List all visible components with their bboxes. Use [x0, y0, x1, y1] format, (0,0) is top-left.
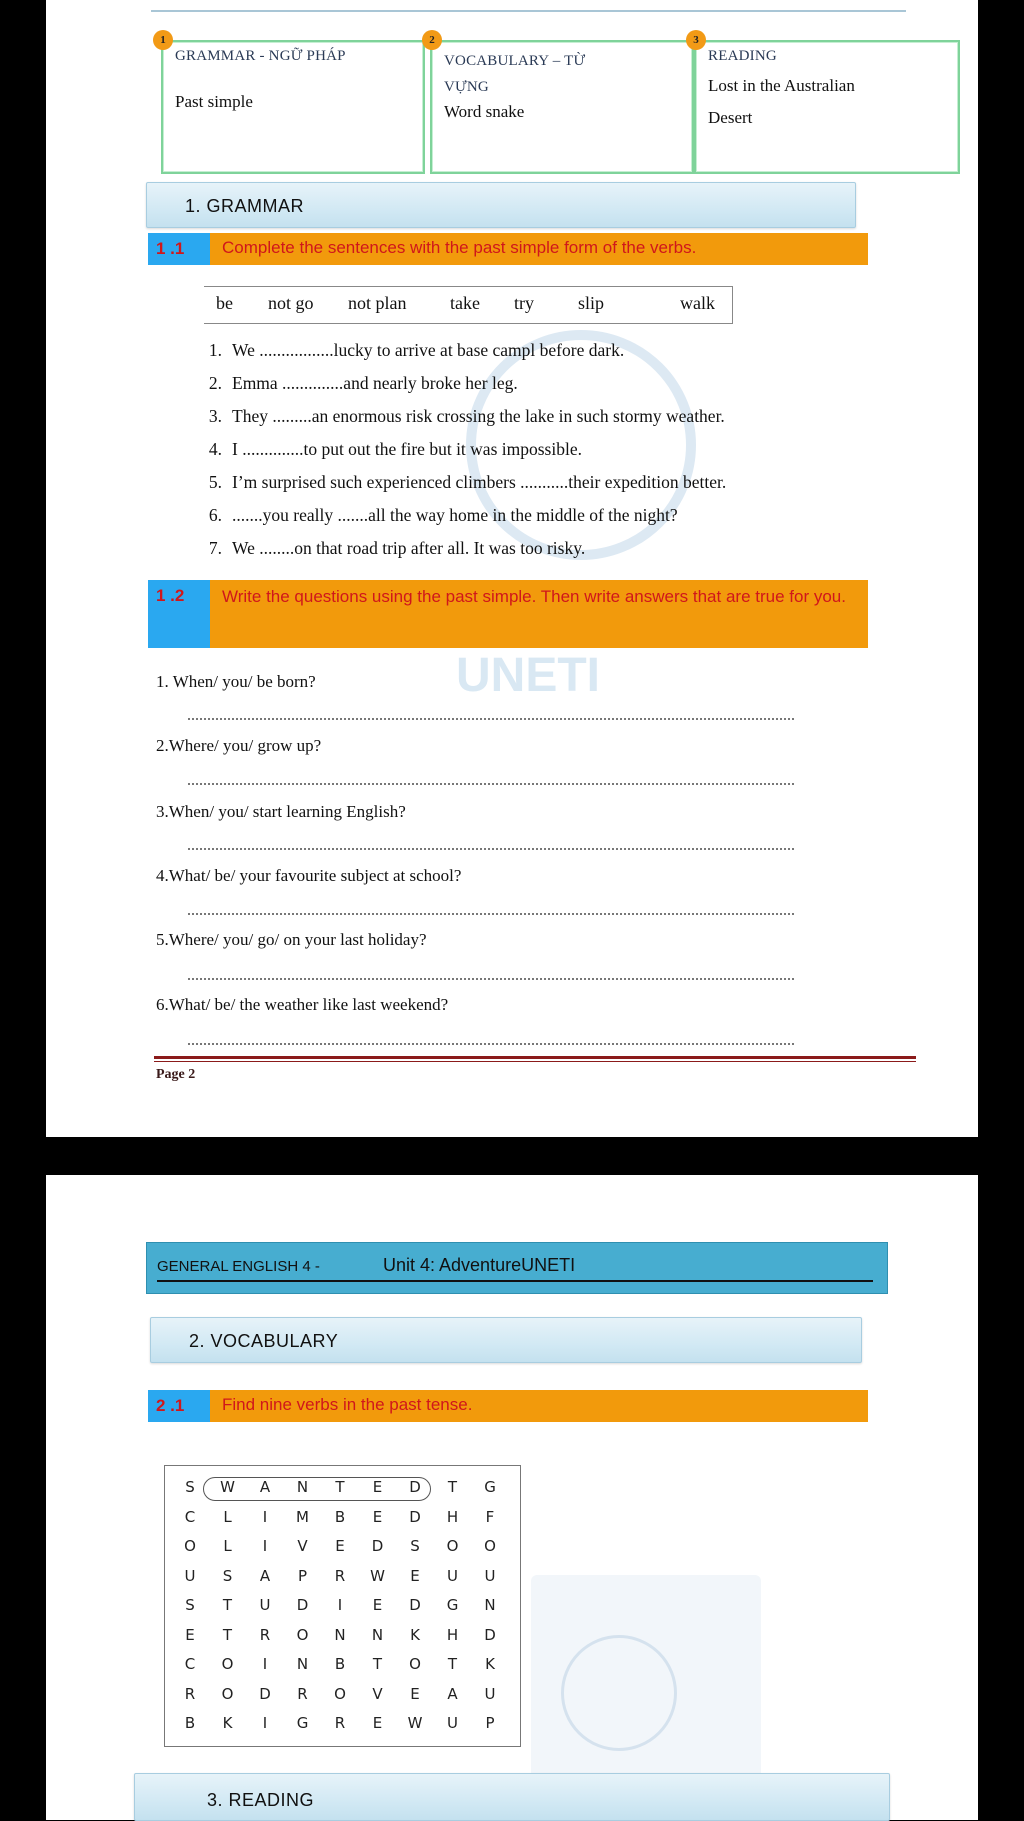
grid-letter: N — [296, 1655, 309, 1673]
summary-title: READING — [708, 48, 777, 64]
grid-letter: N — [296, 1478, 309, 1496]
grid-letter: O — [484, 1537, 496, 1555]
top-border — [151, 0, 906, 12]
grid-letter: L — [223, 1507, 232, 1526]
grid-letter: A — [259, 1478, 271, 1496]
grid-letter: L — [223, 1537, 232, 1555]
section-heading-grammar — [146, 182, 856, 228]
grid-letter: E — [372, 1507, 383, 1526]
summary-title: VOCABULARY – TỪ VỰNG — [444, 53, 586, 95]
footer-rule — [154, 1056, 916, 1059]
grid-letter: E — [372, 1714, 383, 1732]
word-search-grid — [164, 1465, 521, 1747]
section-heading-reading — [134, 1773, 890, 1821]
question: 2.Where/ you/ grow up? — [156, 736, 322, 755]
grid-letter: W — [407, 1714, 423, 1732]
grid-letter: B — [184, 1714, 196, 1732]
grid-letter: O — [409, 1655, 421, 1673]
grid-letter: A — [259, 1566, 271, 1585]
grid-letter: P — [297, 1566, 308, 1585]
grid-letter: H — [446, 1507, 459, 1526]
answer-line[interactable] — [188, 783, 794, 785]
task-number: 1 .2 — [148, 580, 210, 648]
course-title: GENERAL ENGLISH 4 - — [157, 1258, 320, 1275]
grid-letter: N — [371, 1625, 384, 1644]
summary-title: GRAMMAR - NGỮ PHÁP — [175, 48, 346, 64]
grid-letter: E — [185, 1625, 195, 1644]
grid-letter: C — [184, 1507, 196, 1526]
grid-letter: N — [334, 1625, 346, 1644]
grid-letter: P — [485, 1714, 495, 1732]
page-1 — [46, 0, 978, 1137]
grid-letter: S — [222, 1566, 233, 1585]
grid-letter: B — [334, 1507, 346, 1526]
grid-letter: K — [485, 1655, 495, 1673]
grid-letter: D — [371, 1537, 384, 1555]
grid-letter: E — [410, 1566, 420, 1585]
grid-letter: T — [222, 1625, 233, 1644]
question: 5.Where/ you/ go/ on your last holiday? — [156, 930, 427, 949]
grid-letter: E — [372, 1596, 383, 1614]
grid-letter: A — [447, 1684, 458, 1703]
grid-letter: U — [484, 1566, 496, 1585]
grid-letter: T — [447, 1478, 458, 1496]
grid-letter: D — [409, 1507, 421, 1526]
grid-letter: V — [297, 1537, 308, 1555]
grid-letter: O — [296, 1625, 309, 1644]
grid-letter: C — [184, 1655, 196, 1673]
grid-letter: D — [296, 1596, 309, 1614]
page-header — [146, 1242, 888, 1294]
watermark-text: UNETI — [456, 649, 600, 702]
sentence: 2. Emma ..............and nearly broke her leg. — [208, 373, 518, 393]
summary-number: 2 — [422, 30, 442, 50]
grid-letter: I — [262, 1507, 268, 1526]
grid-letter: G — [446, 1596, 459, 1614]
grid-letter: T — [372, 1655, 383, 1673]
summary-number: 1 — [153, 30, 173, 50]
word-option: walk — [680, 293, 715, 313]
grid-letter: U — [484, 1684, 496, 1703]
header-underline — [157, 1280, 873, 1282]
grid-letter: M — [296, 1507, 309, 1526]
summary-box-vocabulary — [429, 34, 694, 174]
grid-letter: I — [337, 1596, 343, 1614]
task-instruction: Complete the sentences with the past simple form of the verbs. — [222, 238, 697, 257]
grid-letter: O — [334, 1684, 346, 1703]
question: 3.When/ you/ start learning English? — [156, 802, 406, 821]
sentence: 1. We .................lucky to arrive at base campl before dark. — [208, 340, 625, 360]
grid-letter: K — [222, 1714, 233, 1732]
word-option: take — [450, 293, 480, 313]
grid-letter: K — [410, 1625, 420, 1644]
grid-letter: I — [262, 1537, 268, 1555]
summary-box-reading — [693, 34, 960, 174]
question: 6.What/ be/ the weather like last weekend? — [156, 995, 449, 1014]
grid-letter: U — [447, 1714, 458, 1732]
grid-letter: S — [185, 1478, 195, 1496]
grid-letter: D — [484, 1625, 496, 1644]
grid-letter: H — [446, 1625, 459, 1644]
answer-line[interactable] — [188, 1043, 794, 1045]
footer-rule — [154, 1061, 916, 1062]
grid-letter: S — [410, 1537, 420, 1555]
grid-letter: R — [334, 1566, 346, 1585]
summary-line: Past simple — [175, 92, 253, 111]
grid-letter: B — [334, 1655, 346, 1673]
summary-line: Desert — [708, 108, 753, 127]
grid-letter: D — [409, 1596, 421, 1614]
grid-letter: D — [409, 1478, 421, 1496]
page-2 — [46, 1175, 978, 1820]
grid-letter: U — [184, 1566, 196, 1585]
word-option: not plan — [348, 293, 407, 313]
summary-line: Word snake — [444, 102, 525, 121]
task-instruction: Write the questions using the past simple. Then write answers that are true for you. — [222, 587, 846, 606]
summary-number: 3 — [686, 30, 706, 50]
grid-letter: O — [184, 1537, 196, 1555]
sentence: 4. I ..............to put out the fire but it was impossible. — [208, 439, 582, 459]
grid-letter: G — [484, 1478, 496, 1496]
grid-letter: E — [372, 1478, 383, 1496]
grid-letter: E — [410, 1684, 420, 1703]
grid-letter: U — [447, 1566, 458, 1585]
section-heading-vocabulary — [150, 1317, 862, 1363]
grid-letter: G — [296, 1714, 309, 1732]
word-option: slip — [578, 293, 605, 313]
section-title: 2. VOCABULARY — [189, 1331, 339, 1351]
page-number: Page 2 — [156, 1067, 196, 1082]
grid-letter: R — [259, 1625, 271, 1644]
task-banner-2-1 — [148, 1390, 868, 1422]
sentence: 7. We ........on that road trip after all. It was too risky. — [208, 538, 586, 558]
grid-letter: V — [372, 1684, 383, 1703]
grid-letter: E — [335, 1537, 345, 1555]
grid-letter: U — [259, 1596, 271, 1614]
task-instruction: Find nine verbs in the past tense. — [222, 1395, 473, 1414]
unit-title: Unit 4: AdventureUNETI — [383, 1255, 576, 1275]
grid-letter: I — [262, 1714, 268, 1732]
grid-letter: O — [221, 1684, 234, 1703]
word-option: be — [216, 293, 233, 313]
sentence: 3. They .........an enormous risk crossing the lake in such stormy weather. — [208, 406, 725, 426]
answer-line[interactable] — [188, 718, 794, 720]
answer-line[interactable] — [188, 978, 794, 980]
sentence: 6. .......you really .......all the way home in the middle of the night? — [208, 505, 678, 525]
word-option: not go — [268, 293, 314, 313]
grid-letter: T — [222, 1596, 233, 1614]
grid-letter: F — [485, 1507, 495, 1526]
summary-line: Lost in the Australian — [708, 76, 855, 95]
grid-letter: T — [447, 1655, 458, 1673]
grid-letter: O — [221, 1655, 234, 1673]
question: 1. When/ you/ be born? — [156, 672, 316, 691]
grid-letter: R — [334, 1714, 346, 1732]
grid-letter: T — [335, 1478, 345, 1496]
grid-letter: W — [220, 1478, 235, 1496]
grid-letter: N — [484, 1596, 496, 1614]
task-number: 2 .1 — [148, 1390, 210, 1422]
sentence: 5. I’m surprised such experienced climbers ...........their expedition better. — [208, 472, 727, 492]
section-title: 1. GRAMMAR — [185, 196, 305, 216]
task-banner-1-1 — [148, 233, 868, 265]
task-banner-1-2 — [148, 580, 868, 648]
grid-letter: R — [297, 1684, 308, 1703]
grid-letter: R — [184, 1684, 196, 1703]
grid-letter: O — [446, 1537, 459, 1555]
section-title: 3. READING — [207, 1790, 315, 1810]
summary-box-grammar — [160, 34, 425, 174]
grid-letter: I — [262, 1655, 268, 1673]
task-number: 1 .1 — [148, 233, 210, 265]
word-option: try — [514, 293, 534, 313]
word-box — [204, 286, 733, 324]
grid-letter: S — [185, 1596, 195, 1614]
answer-line[interactable] — [188, 848, 794, 850]
question: 4.What/ be/ your favourite subject at school? — [156, 866, 462, 885]
grid-letter: D — [259, 1684, 271, 1703]
answer-line[interactable] — [188, 913, 794, 915]
grid-letter: W — [370, 1566, 385, 1585]
